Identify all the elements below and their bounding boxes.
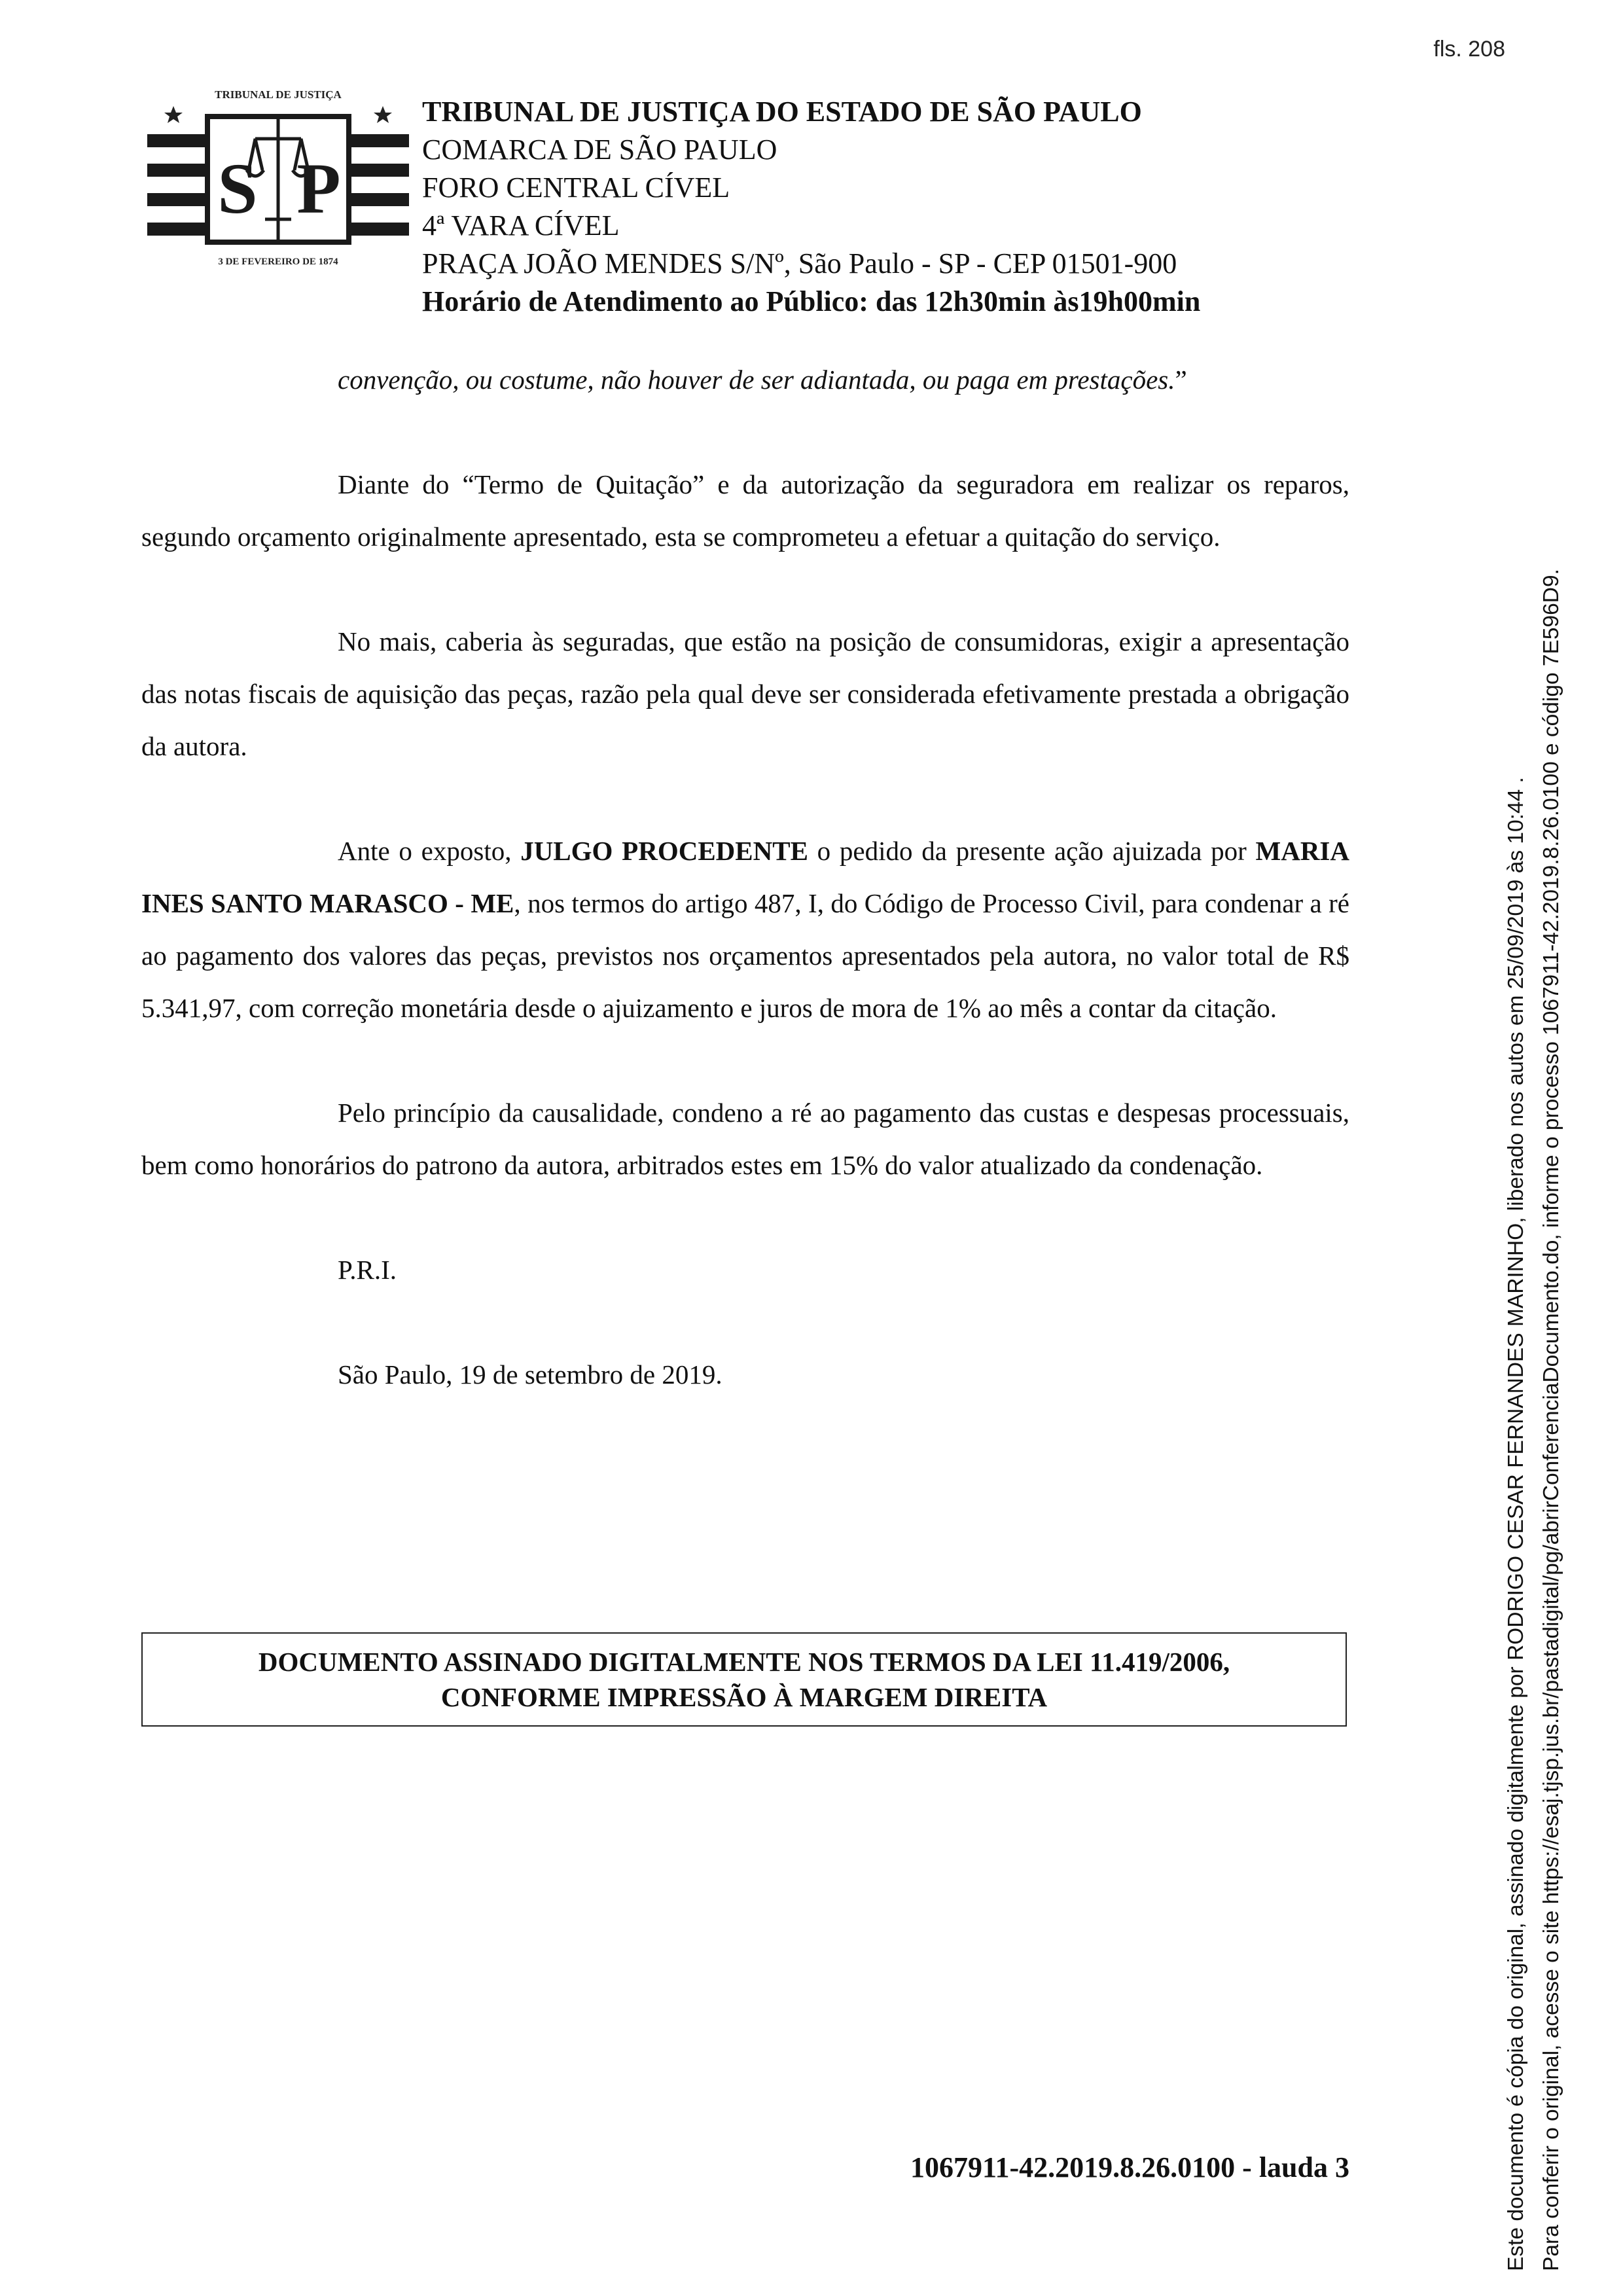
logo-top-text: TRIBUNAL DE JUSTIÇA [215, 88, 342, 101]
paragraph-custas: Pelo princípio da causalidade, condeno a ré ao pagamento das custas e despesas processuais, bem como honorários do patrono da autora, arbitrados estes em 15% do valor atualizado da condenação. [141, 1098, 1349, 1180]
logo-letter-s: S [217, 149, 258, 228]
margin-note-line2: Para conferir o original, acesse o site https://esaj.tjsp.jus.br/pastadigital/pg/abrirConferenciaDocumento.do, informe o processo 1067911-42.2019.8.26.0100 e código 7E596D9. [1539, 569, 1563, 2271]
date-line: São Paulo, 19 de setembro de 2019. [338, 1359, 722, 1390]
court-header [422, 93, 1404, 321]
left-star-icon [164, 106, 183, 123]
court-seal-logo [147, 79, 409, 272]
paragraph-quitacao: Diante do “Termo de Quitação” e da autorização da seguradora em realizar os reparos, segundo orçamento originalmente apresentado, esta se comprometeu a efetuar a quitação do serviço. [141, 469, 1349, 552]
pri: P.R.I. [338, 1255, 397, 1285]
logo-letter-p: P [296, 149, 341, 228]
header-address: PRAÇA JOÃO MENDES S/Nº, São Paulo - SP - CEP 01501-900 [422, 247, 1177, 279]
document-body [141, 353, 1349, 1401]
right-star-icon [374, 106, 392, 123]
logo-bottom-text: 3 DE FEVEREIRO DE 1874 [218, 257, 338, 267]
paragraph-consumidoras: No mais, caberia às seguradas, que estão na posição de consumidoras, exigir a apresentação das notas fiscais de aquisição das peças, razão pela qual deve ser considerada efetivamente prestada a obrigação da autora. [141, 626, 1349, 761]
paragraph-dispositivo: Ante o exposto, JULGO PROCEDENTE o pedido da presente ação ajuizada por MARIA INES SANTO MARASCO - ME, nos termos do artigo 487, I, do Código de Processo Civil, para condenar a ré ao pagamento dos valores das peças, previstos nos orçamentos apresentados pela autora, no valor total de R$ 5.341,97, com correção monetária desde o ajuizamento e juros de mora de 1% ao mês a contar da citação. [141, 836, 1349, 1023]
signature-box-line2: CONFORME IMPRESSÃO À MARGEM DIREITA [440, 1682, 1048, 1712]
quote-ending: convenção, ou costume, não houver de ser adiantada, ou paga em prestações.” [338, 365, 1187, 395]
margin-authenticity-note [1499, 340, 1590, 2271]
page-number: fls. 208 [1433, 37, 1505, 62]
header-foro: FORO CENTRAL CÍVEL [422, 171, 730, 204]
digital-signature-box [141, 1632, 1347, 1727]
process-number-footer: 1067911-42.2019.8.26.0100 - lauda 3 [910, 2151, 1349, 2183]
margin-note-line1: Este documento é cópia do original, assinado digitalmente por RODRIGO CESAR FERNANDES MARINHO, liberado nos autos em 25/09/2019 às 10:44 . [1504, 777, 1528, 2271]
header-court-name: TRIBUNAL DE JUSTIÇA DO ESTADO DE SÃO PAULO [422, 96, 1142, 128]
header-vara: 4ª VARA CÍVEL [422, 209, 620, 242]
header-comarca: COMARCA DE SÃO PAULO [422, 134, 777, 166]
signature-box-line1: DOCUMENTO ASSINADO DIGITALMENTE NOS TERMOS DA LEI 11.419/2006, [258, 1647, 1230, 1677]
header-hours: Horário de Atendimento ao Público: das 12h30min às19h00min [422, 285, 1201, 317]
